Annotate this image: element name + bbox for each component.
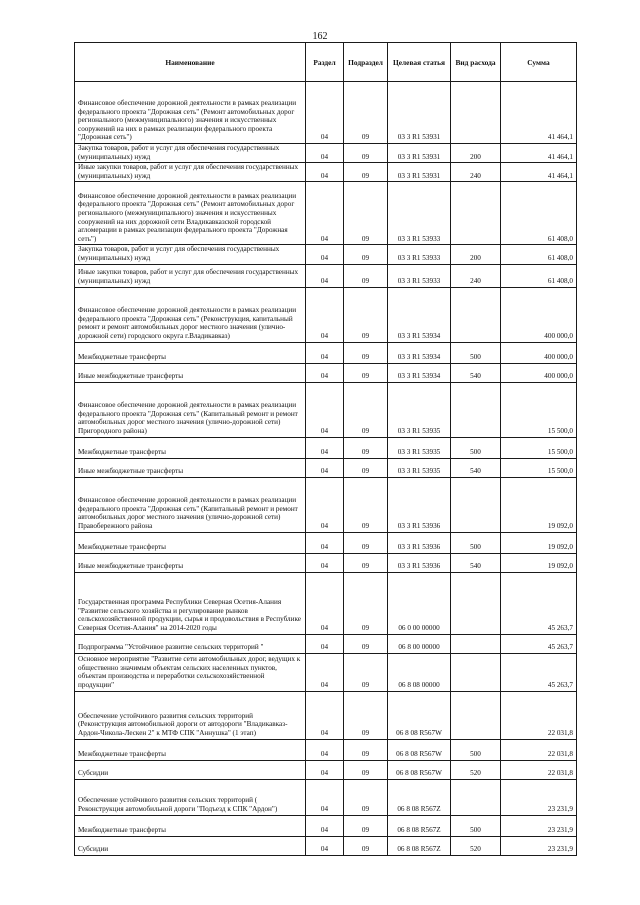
- page-number: 162: [312, 31, 328, 42]
- budget-table: [74, 42, 577, 856]
- table-row: [75, 815, 577, 836]
- table-cell-sum: 400 000,0: [501, 363, 577, 382]
- table-cell-section: 04: [306, 553, 344, 572]
- table-cell-section: 04: [306, 82, 344, 144]
- header-sum: Сумма: [501, 43, 577, 82]
- table-body: [75, 82, 577, 856]
- table-cell-expense: 500: [451, 437, 501, 458]
- table-cell-sum: 15 500,0: [501, 458, 577, 477]
- table-cell-section: 04: [306, 458, 344, 477]
- table-row: [75, 245, 577, 264]
- table-cell-target: 03 3 R1 53931: [388, 163, 451, 182]
- table-cell-expense: 540: [451, 553, 501, 572]
- table-cell-section: 04: [306, 691, 344, 739]
- table-cell-subsection: 09: [344, 739, 388, 760]
- table-cell-subsection: 09: [344, 836, 388, 855]
- table-cell-name: Межбюджетные трансферты: [75, 739, 306, 760]
- table-cell-expense: [451, 182, 501, 245]
- header-name: Наименование: [75, 43, 306, 82]
- table-cell-expense: [451, 382, 501, 437]
- table-cell-name: Финансовое обеспечение дорожной деятельности в рамках реализации федерального проекта "Дорожная сеть" (Ремонт автомобильных дорог регионального (межмуниципального) значения и искусственных сооружений на них в рамках реализации федерального проекта "Дорожная сеть"): [75, 82, 306, 144]
- table-cell-target: 03 3 R1 53931: [388, 82, 451, 144]
- table-cell-name: Иные закупки товаров, работ и услуг для обеспечения государственных (муниципальных) нужд: [75, 163, 306, 182]
- table-cell-sum: 19 092,0: [501, 553, 577, 572]
- table-cell-name: Межбюджетные трансферты: [75, 342, 306, 363]
- table-row: [75, 363, 577, 382]
- table-cell-target: 03 3 R1 53935: [388, 437, 451, 458]
- table-cell-target: 03 3 R1 53934: [388, 287, 451, 342]
- table-row: [75, 779, 577, 815]
- table-cell-section: 04: [306, 477, 344, 532]
- table-cell-target: 06 0 00 00000: [388, 572, 451, 634]
- table-row: [75, 653, 577, 691]
- table-cell-expense: 200: [451, 245, 501, 264]
- table-cell-target: 06 8 00 00000: [388, 634, 451, 653]
- table-cell-name: Закупка товаров, работ и услуг для обеспечения государственных (муниципальных) нужд: [75, 144, 306, 163]
- table-cell-target: 03 3 R1 53936: [388, 553, 451, 572]
- table-cell-target: 03 3 R1 53933: [388, 182, 451, 245]
- table-cell-expense: [451, 82, 501, 144]
- table-cell-subsection: 09: [344, 477, 388, 532]
- table-cell-name: Межбюджетные трансферты: [75, 437, 306, 458]
- table-cell-name: Субсидии: [75, 836, 306, 855]
- table-cell-name: Субсидии: [75, 760, 306, 779]
- table-cell-sum: 61 408,0: [501, 245, 577, 264]
- table-cell-subsection: 09: [344, 163, 388, 182]
- table-cell-sum: 15 500,0: [501, 382, 577, 437]
- table-cell-section: 04: [306, 437, 344, 458]
- table-row: [75, 532, 577, 553]
- table-cell-subsection: 09: [344, 342, 388, 363]
- table-cell-sum: 22 031,8: [501, 691, 577, 739]
- table-cell-target: 03 3 R1 53936: [388, 477, 451, 532]
- table-cell-subsection: 09: [344, 458, 388, 477]
- table-row: [75, 634, 577, 653]
- table-cell-target: 06 8 08 R567W: [388, 691, 451, 739]
- table-row: [75, 163, 577, 182]
- table-cell-subsection: 09: [344, 144, 388, 163]
- table-cell-section: 04: [306, 836, 344, 855]
- table-row: [75, 572, 577, 634]
- header-section: Раздел: [306, 43, 344, 82]
- table-cell-subsection: 09: [344, 82, 388, 144]
- table-cell-section: 04: [306, 572, 344, 634]
- table-cell-name: Межбюджетные трансферты: [75, 815, 306, 836]
- table-cell-section: 04: [306, 382, 344, 437]
- table-cell-subsection: 09: [344, 437, 388, 458]
- table-cell-subsection: 09: [344, 182, 388, 245]
- table-cell-sum: 41 464,1: [501, 144, 577, 163]
- table-row: [75, 437, 577, 458]
- table-cell-sum: 400 000,0: [501, 287, 577, 342]
- table-row: [75, 739, 577, 760]
- table-cell-name: Финансовое обеспечение дорожной деятельности в рамках реализации федерального проекта "Дорожная сеть" (Капитальный ремонт и ремонт автомобильных дорог местного значения (улично-дорожной сети) Пригородного района): [75, 382, 306, 437]
- table-cell-target: 06 8 08 R567Z: [388, 779, 451, 815]
- table-cell-target: 03 3 R1 53934: [388, 363, 451, 382]
- table-cell-target: 06 8 08 R567Z: [388, 836, 451, 855]
- table-cell-name: Финансовое обеспечение дорожной деятельности в рамках реализации федерального проекта "Дорожная сеть" (Ремонт автомобильных дорог регионального (межмуниципального) значения и искусственных сооружений на них дорожной сети Владикавказской городской агломерации в рамках реализации федерального проекта "Дорожная сеть"): [75, 182, 306, 245]
- table-cell-section: 04: [306, 182, 344, 245]
- table-cell-subsection: 09: [344, 653, 388, 691]
- table-row: [75, 182, 577, 245]
- table-row: [75, 836, 577, 855]
- table-row: [75, 144, 577, 163]
- table-cell-name: Иные закупки товаров, работ и услуг для обеспечения государственных (муниципальных) нужд: [75, 264, 306, 287]
- table-cell-target: 06 8 08 00000: [388, 653, 451, 691]
- header-expense: Вид расхода: [451, 43, 501, 82]
- table-cell-subsection: 09: [344, 760, 388, 779]
- table-cell-name: Иные межбюджетные трансферты: [75, 553, 306, 572]
- table-cell-section: 04: [306, 342, 344, 363]
- table-cell-expense: [451, 287, 501, 342]
- table-cell-name: Финансовое обеспечение дорожной деятельности в рамках реализации федерального проекта "Дорожная сеть" (Реконструкция, капитальный ремонт и ремонт автомобильных дорог местного значения (улично-дорожной сети) городского округа г.Владикавказ): [75, 287, 306, 342]
- table-cell-subsection: 09: [344, 382, 388, 437]
- table-row: [75, 691, 577, 739]
- table-cell-sum: 400 000,0: [501, 342, 577, 363]
- table-row: [75, 82, 577, 144]
- table-row: [75, 264, 577, 287]
- table-cell-section: 04: [306, 287, 344, 342]
- table-row: [75, 760, 577, 779]
- table-cell-section: 04: [306, 264, 344, 287]
- table-cell-sum: 41 464,1: [501, 82, 577, 144]
- table-cell-target: 03 3 R1 53935: [388, 458, 451, 477]
- table-cell-target: 03 3 R1 53933: [388, 245, 451, 264]
- table-cell-expense: 240: [451, 163, 501, 182]
- table-cell-sum: 45 263,7: [501, 572, 577, 634]
- table-cell-target: 06 8 08 R567W: [388, 760, 451, 779]
- table-cell-sum: 19 092,0: [501, 532, 577, 553]
- table-cell-sum: 23 231,9: [501, 836, 577, 855]
- table-cell-section: 04: [306, 245, 344, 264]
- table-row: [75, 382, 577, 437]
- table-cell-expense: [451, 779, 501, 815]
- table-cell-subsection: 09: [344, 287, 388, 342]
- table-cell-section: 04: [306, 144, 344, 163]
- table-cell-name: Основное мероприятие "Развитие сети автомобильных дорог, ведущих к общественно значимым объектам сельских населенных пунктов, объектам производства и переработки сельскохозяйственной продукции": [75, 653, 306, 691]
- table-cell-expense: [451, 691, 501, 739]
- table-cell-expense: 500: [451, 815, 501, 836]
- table-cell-section: 04: [306, 760, 344, 779]
- table-cell-expense: 500: [451, 739, 501, 760]
- table-cell-name: Подпрограмма "Устойчивое развитие сельских территорий ": [75, 634, 306, 653]
- table-cell-section: 04: [306, 815, 344, 836]
- table-cell-name: Иные межбюджетные трансферты: [75, 363, 306, 382]
- table-cell-expense: 500: [451, 532, 501, 553]
- table-cell-expense: 520: [451, 836, 501, 855]
- table-cell-expense: [451, 477, 501, 532]
- table-cell-target: 03 3 R1 53934: [388, 342, 451, 363]
- table-cell-name: Обеспечение устойчивого развития сельских территорий ( Реконструкция автомобильной дороги "Подъезд к СПК "Ардон"): [75, 779, 306, 815]
- table-cell-subsection: 09: [344, 572, 388, 634]
- table-row: [75, 342, 577, 363]
- table-cell-subsection: 09: [344, 634, 388, 653]
- table-cell-subsection: 09: [344, 245, 388, 264]
- table-cell-target: 06 8 08 R567Z: [388, 815, 451, 836]
- table-cell-sum: 61 408,0: [501, 264, 577, 287]
- table-cell-target: 03 3 R1 53936: [388, 532, 451, 553]
- table-cell-section: 04: [306, 163, 344, 182]
- table-cell-name: Закупка товаров, работ и услуг для обеспечения государственных (муниципальных) нужд: [75, 245, 306, 264]
- table-cell-sum: 41 464,1: [501, 163, 577, 182]
- table-cell-sum: 61 408,0: [501, 182, 577, 245]
- table-cell-expense: [451, 634, 501, 653]
- table-header: [75, 43, 577, 82]
- table-cell-section: 04: [306, 653, 344, 691]
- table-cell-sum: 22 031,8: [501, 760, 577, 779]
- table-cell-section: 04: [306, 779, 344, 815]
- table-cell-expense: 540: [451, 458, 501, 477]
- header-target: Целевая статья: [388, 43, 451, 82]
- table-row: [75, 458, 577, 477]
- table-cell-sum: 23 231,9: [501, 779, 577, 815]
- table-cell-expense: 520: [451, 760, 501, 779]
- table-cell-section: 04: [306, 634, 344, 653]
- table-cell-subsection: 09: [344, 779, 388, 815]
- table-cell-expense: 500: [451, 342, 501, 363]
- table-cell-sum: 45 263,7: [501, 634, 577, 653]
- table-cell-name: Государственная программа Республики Северная Осетия-Алания "Развитие сельского хозяйства и регулирование рынков сельскохозяйственной продукции, сырья и продовольствия в Республике Северная Осетия-Алания" на 2014-2020 годы: [75, 572, 306, 634]
- table-cell-expense: 540: [451, 363, 501, 382]
- table-cell-name: Иные межбюджетные трансферты: [75, 458, 306, 477]
- table-row: [75, 287, 577, 342]
- table-cell-subsection: 09: [344, 264, 388, 287]
- table-cell-section: 04: [306, 739, 344, 760]
- table-cell-expense: [451, 653, 501, 691]
- table-cell-name: Финансовое обеспечение дорожной деятельности в рамках реализации федерального проекта "Дорожная сеть" (Капитальный ремонт и ремонт автомобильных дорог местного значения (улично-дорожной сети) Правобережного района: [75, 477, 306, 532]
- table-row: [75, 553, 577, 572]
- table-cell-subsection: 09: [344, 532, 388, 553]
- table-cell-section: 04: [306, 532, 344, 553]
- table-cell-sum: 15 500,0: [501, 437, 577, 458]
- header-subsection: Подраздел: [344, 43, 388, 82]
- table-cell-target: 06 8 08 R567W: [388, 739, 451, 760]
- table-cell-subsection: 09: [344, 553, 388, 572]
- table-cell-target: 03 3 R1 53931: [388, 144, 451, 163]
- table-cell-name: Межбюджетные трансферты: [75, 532, 306, 553]
- table-cell-sum: 22 031,8: [501, 739, 577, 760]
- table-row: [75, 477, 577, 532]
- table-cell-expense: [451, 572, 501, 634]
- table-cell-subsection: 09: [344, 363, 388, 382]
- table-cell-subsection: 09: [344, 691, 388, 739]
- table-cell-expense: 200: [451, 144, 501, 163]
- table-cell-expense: 240: [451, 264, 501, 287]
- table-cell-name: Обеспечение устойчивого развития сельских территорий (Реконструкция автомобильной дороги от автодороги "Владикавказ-Ардон-Чикола-Лескен 2" к МТФ СПК "Аннушка" (1 этап): [75, 691, 306, 739]
- table-cell-sum: 45 263,7: [501, 653, 577, 691]
- table-cell-target: 03 3 R1 53933: [388, 264, 451, 287]
- table-cell-section: 04: [306, 363, 344, 382]
- table-cell-sum: 19 092,0: [501, 477, 577, 532]
- table-cell-subsection: 09: [344, 815, 388, 836]
- table-cell-target: 03 3 R1 53935: [388, 382, 451, 437]
- table-cell-sum: 23 231,9: [501, 815, 577, 836]
